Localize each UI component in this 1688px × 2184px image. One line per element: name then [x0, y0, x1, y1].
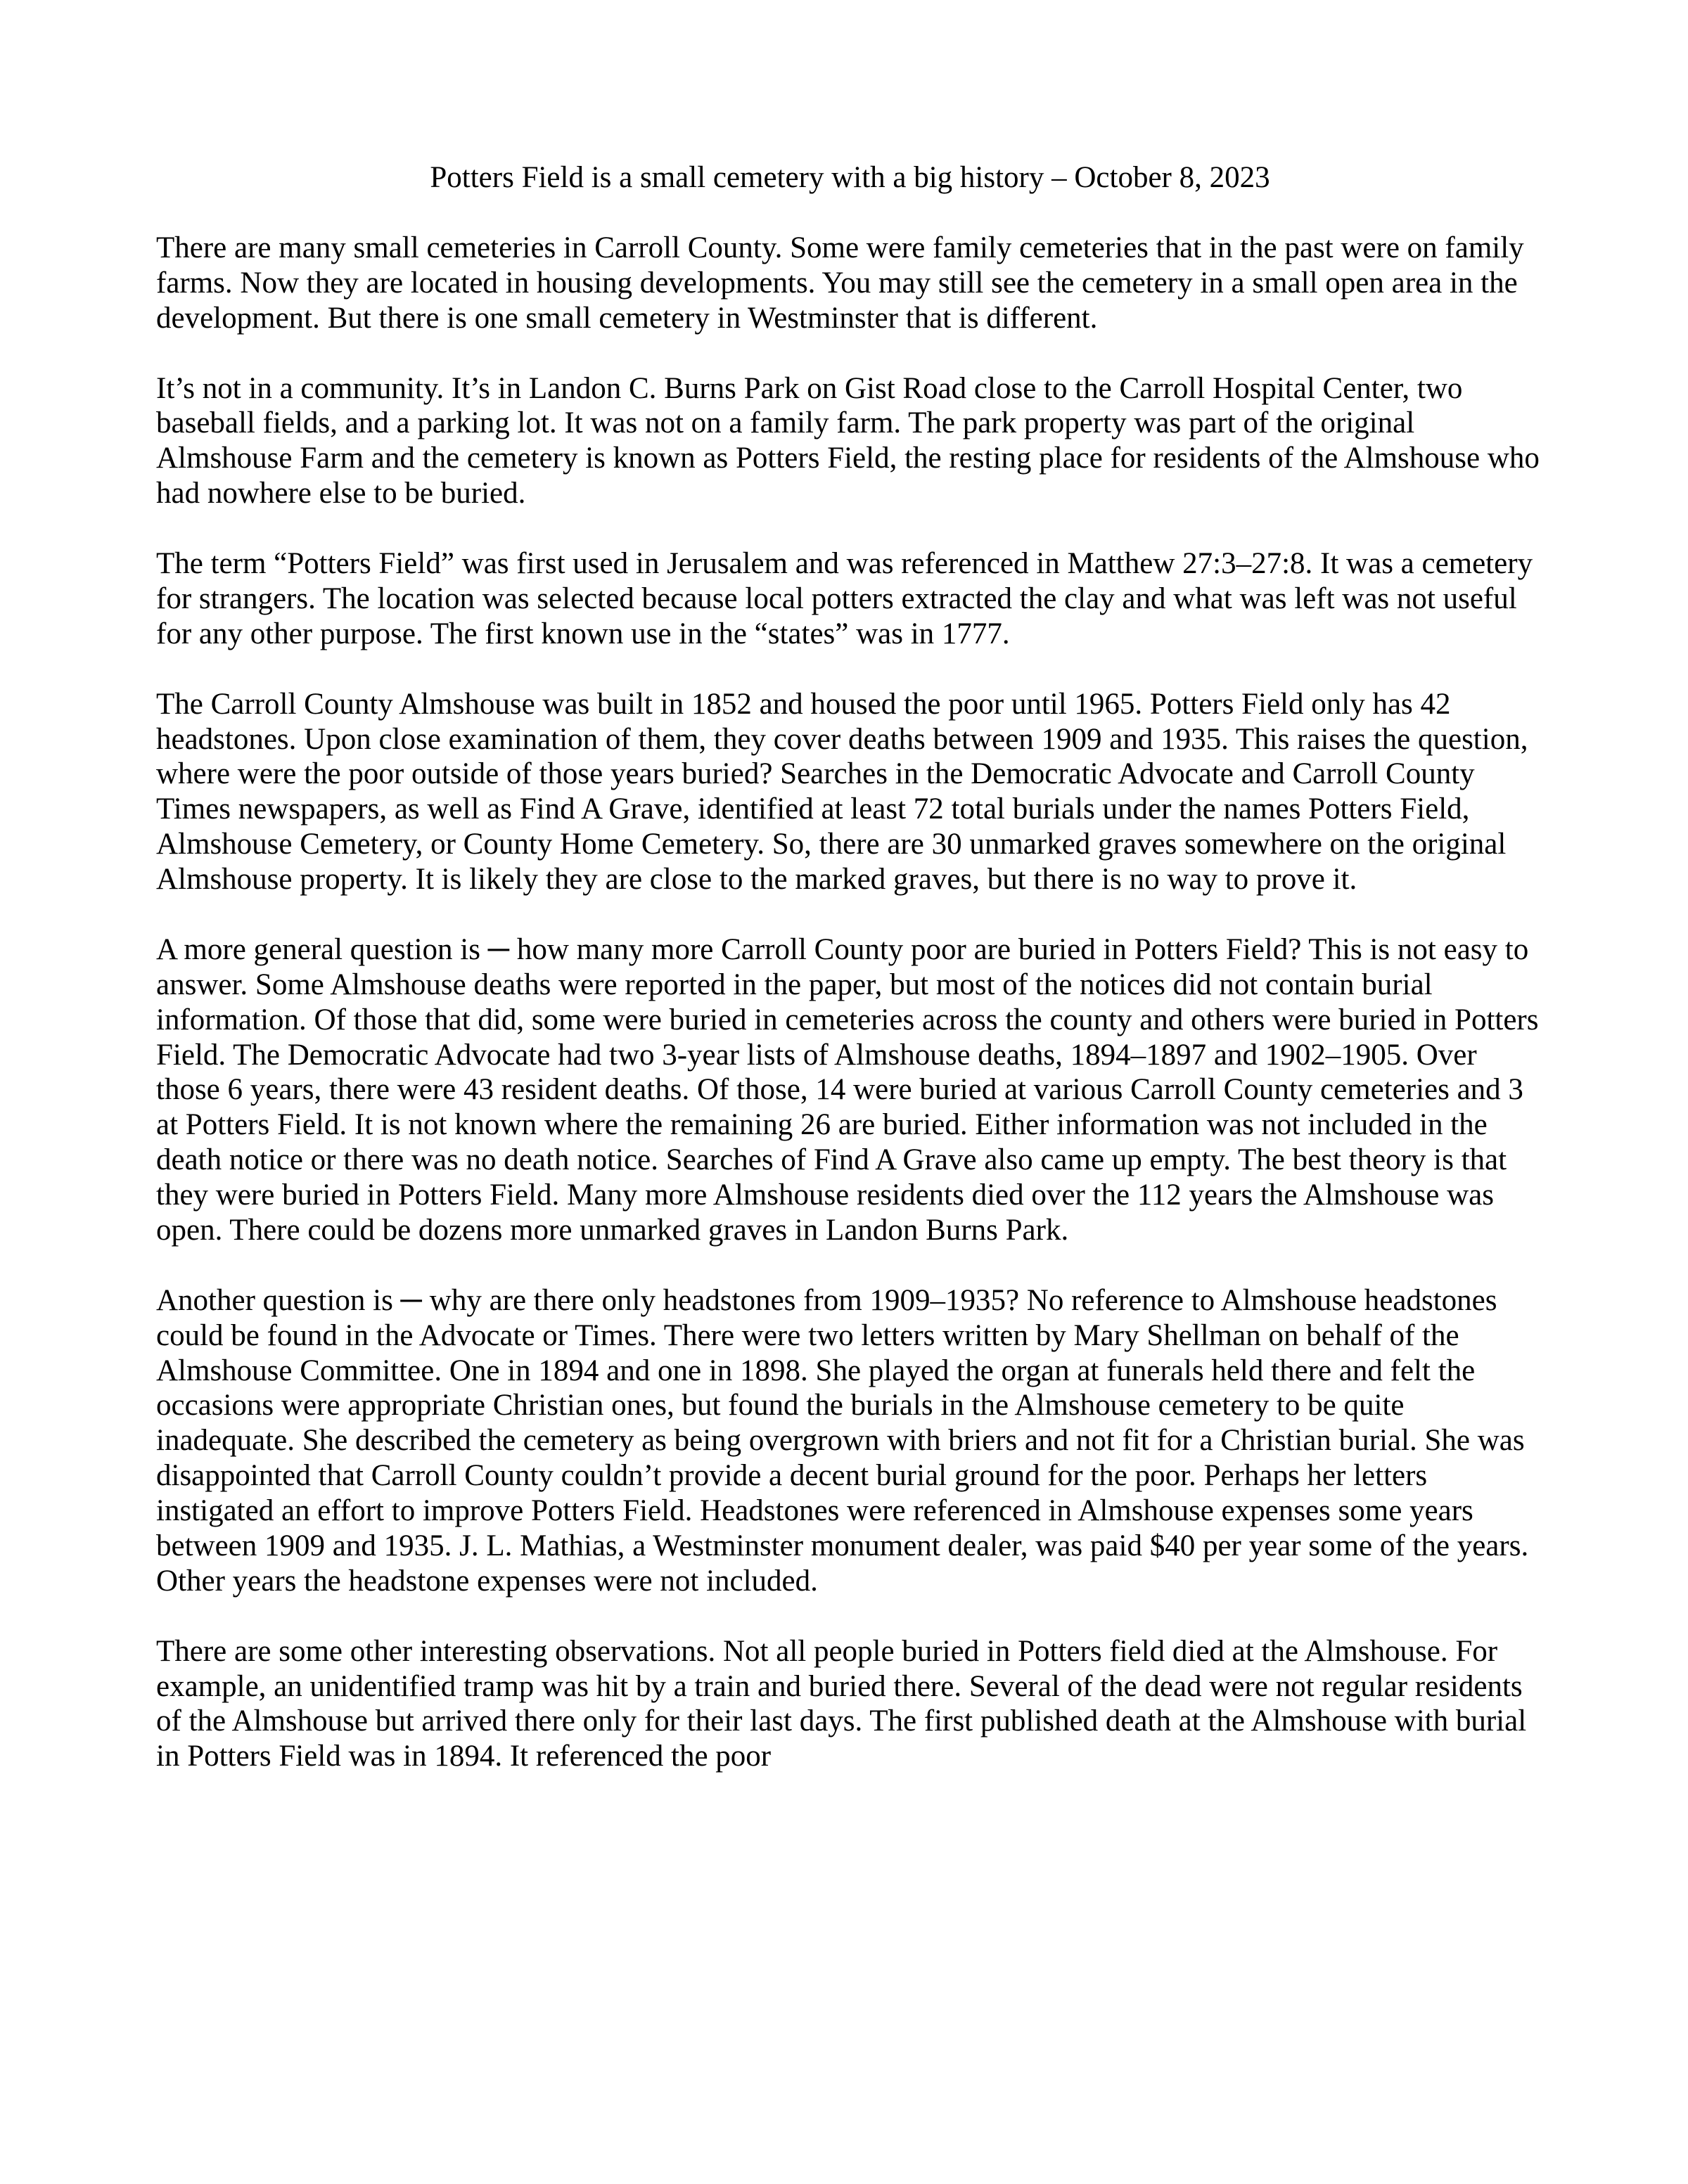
paragraph-5: A more general question is ─ how many more Carroll County poor are buried in Potters Field? This is not easy to answer. Some Almshouse deaths were reported in the paper, but most of the notices did not contain burial information. Of those that did, some were buried in cemeteries across the county and others were buried in Potters Field. The Democratic Advocate had two 3-year lists of Almshouse deaths, 1894–1897 and 1902–1905. Over those 6 years, there were 43 resident deaths. Of those, 14 were buried at various Carroll County cemeteries and 3 at Potters Field. It is not known where the remaining 26 are buried. Either information was not included in the death notice or there was no death notice. Searches of Find A Grave also came up empty. The best theory is that they were buried in Potters Field. Many more Almshouse residents died over the 112 years the Almshouse was open. There could be dozens more unmarked graves in Landon Burns Park. [156, 932, 1539, 1247]
paragraph-3: The term “Potters Field” was first used in Jerusalem and was referenced in Matthew 27:3–27:8. It was a cemetery for strangers. The location was selected because local potters extracted the clay and what was left was not useful for any other purpose. The first known use in the “states” was in 1777. [156, 547, 1533, 650]
paragraph-4: The Carroll County Almshouse was built in 1852 and housed the poor until 1965. Potters Field only has 42 headstones. Upon close examination of them, they cover deaths between 1909 and 1935. This raises the question, where were the poor outside of those years buried? Searches in the Democratic Advocate and Carroll County Times newspapers, as well as Find A Grave, identified at least 72 total burials under the names Potters Field, Almshouse Cemetery, or County Home Cemetery. So, there are 30 unmarked graves somewhere on the original Almshouse property. It is likely they are close to the marked graves, but there is no way to prove it. [156, 687, 1528, 896]
document-title: Potters Field is a small cemetery with a big history – October 8, 2023 [430, 161, 1270, 194]
paragraph-6: Another question is ─ why are there only headstones from 1909–1935? No reference to Almshouse headstones could be found in the Advocate or Times. There were two letters written by Mary Shellman on behalf of the Almshouse Committee. One in 1894 and one in 1898. She played the organ at funerals held there and felt the occasions were appropriate Christian ones, but found the burials in the Almshouse cemetery to be quite inadequate. She described the cemetery as being overgrown with briers and not fit for a Christian burial. She was disappointed that Carroll County couldn’t provide a decent burial ground for the poor. Perhaps her letters instigated an effort to improve Potters Field. Headstones were referenced in Almshouse expenses some years between 1909 and 1935. J. L. Mathias, a Westminster monument dealer, was paid $40 per year some of the years. Other years the headstone expenses were not included. [156, 1283, 1529, 1598]
paragraph-2: It’s not in a community. It’s in Landon C. Burns Park on Gist Road close to the Carroll Hospital Center, two baseball fields, and a parking lot. It was not on a family farm. The park property was part of the original Almshouse Farm and the cemetery is known as Potters Field, the resting place for residents of the Almshouse who had nowhere else to be buried. [156, 371, 1540, 510]
paragraph-7: There are some other interesting observations. Not all people buried in Potters field died at the Almshouse. For example, an unidentified tramp was hit by a train and buried there. Several of the dead were not regular residents of the Almshouse but arrived there only for their last days. The first published death at the Almshouse with burial in Potters Field was in 1894. It referenced the poor [156, 1634, 1527, 1773]
paragraph-1: There are many small cemeteries in Carroll County. Some were family cemeteries that in the past were on family farms. Now they are located in housing developments. You may still see the cemetery in a small open area in the development. But there is one small cemetery in Westminster that is different. [156, 231, 1524, 335]
